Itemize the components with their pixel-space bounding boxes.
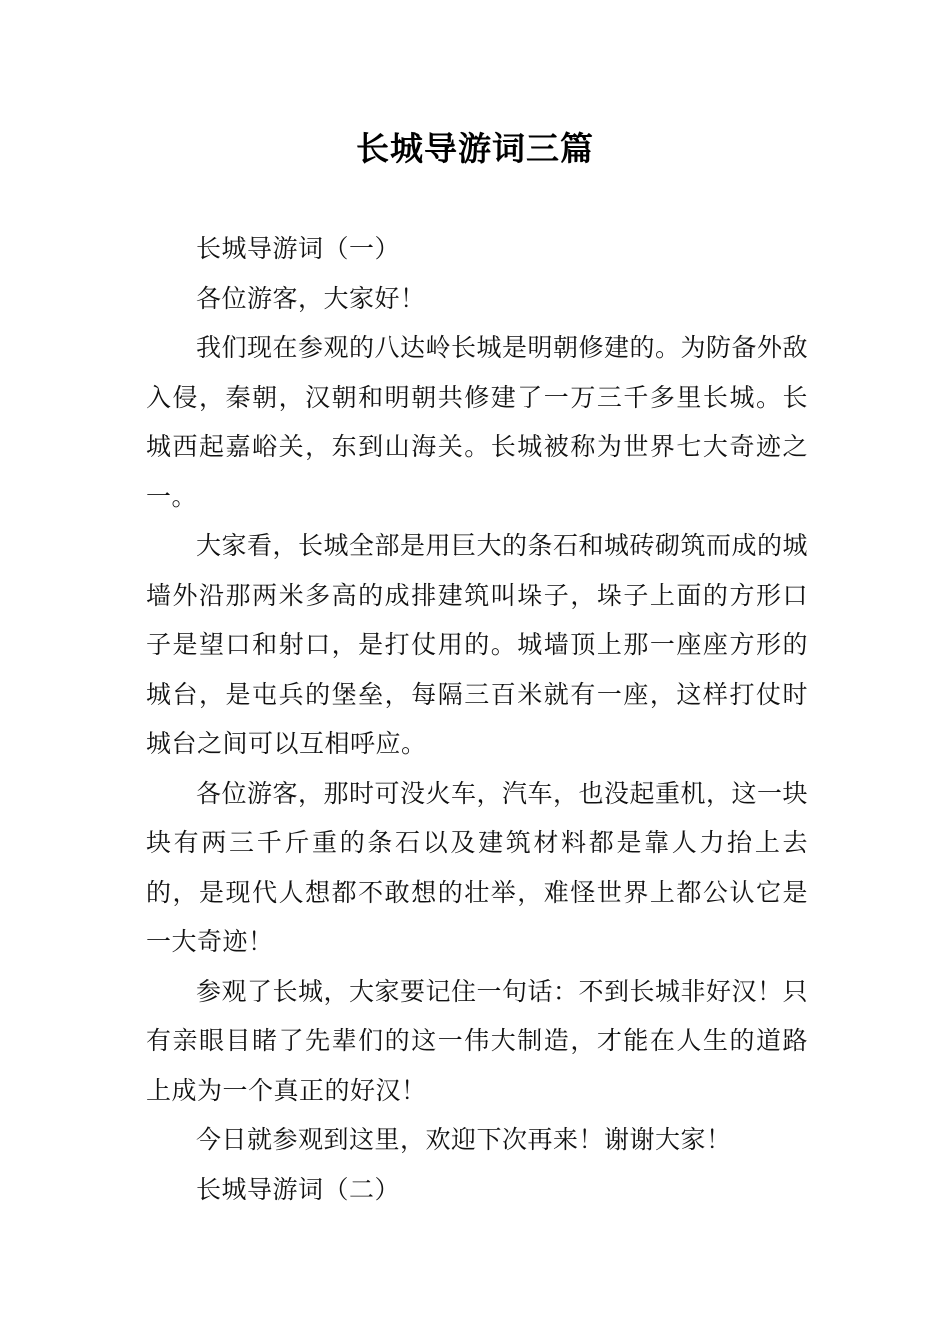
wall-structure-paragraph: 大家看，长城全部是用巨大的条石和城砖砌筑而成的城墙外沿那两米多高的成排建筑叫垛子，垛子上面的方形口子是望口和射口，是打仗用的。城墙顶上那一座座方形的城台，是屯兵的堡垒，每隔三百米就有一座，这样打仗时城台之间可以互相呼应。	[146, 531, 809, 758]
construction-paragraph: 各位游客，那时可没火车，汽车，也没起重机，这一块块有两三千斤重的条石以及建筑材料都是靠人力抬上去的，是现代人想都不敢想的壮举，难怪世界上都公认它是一大奇迹！	[146, 778, 809, 956]
section-heading-1: 长城导游词（一）	[196, 234, 401, 263]
intro-paragraph: 我们现在参观的八达岭长城是明朝修建的。为防备外敌入侵，秦朝，汉朝和明朝共修建了一万三千多里长城。长城西起嘉峪关，东到山海关。长城被称为世界七大奇迹之一。	[146, 333, 809, 511]
greeting-paragraph: 各位游客，大家好！	[196, 283, 426, 313]
closing-paragraph: 今日就参观到这里，欢迎下次再来！谢谢大家！	[196, 1125, 732, 1154]
saying-paragraph: 参观了长城，大家要记住一句话：不到长城非好汉！只有亲眼目睹了先辈们的这一伟大制造，才能在人生的道路上成为一个真正的好汉！	[146, 976, 809, 1105]
document-title: 长城导游词三篇	[356, 129, 594, 168]
document-body	[146, 224, 808, 1214]
section-heading-2: 长城导游词（二）	[196, 1174, 401, 1204]
